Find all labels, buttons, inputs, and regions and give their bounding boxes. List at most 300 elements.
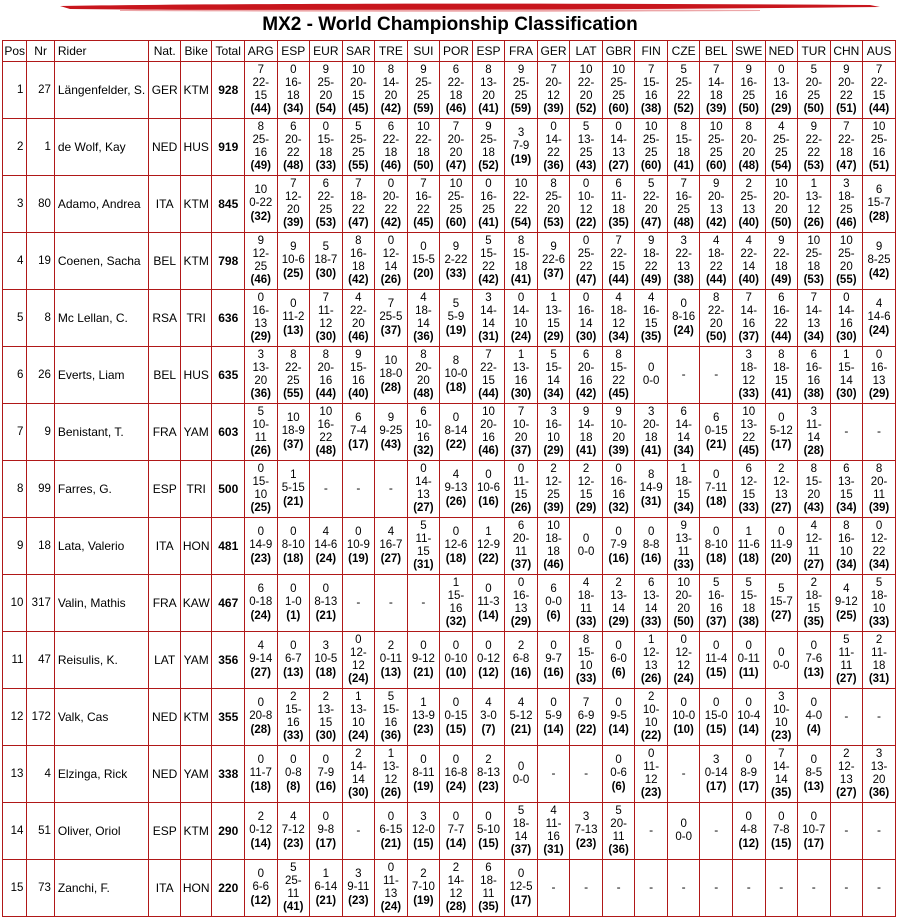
round-result-cell — [472, 347, 505, 404]
round-result-line: 12- — [642, 646, 660, 659]
round-result-cell — [537, 347, 570, 404]
round-result-cell — [700, 632, 733, 689]
round-result-line: 22- — [350, 304, 367, 317]
round-result-line: 20 — [449, 147, 463, 159]
header-rider: Rider — [54, 41, 149, 62]
round-result-cell — [505, 860, 538, 917]
round-points: (33) — [575, 616, 597, 629]
round-points: (38) — [673, 274, 694, 287]
round-result-line: 9-12 — [411, 653, 435, 666]
round-result-line: 12 — [677, 660, 691, 672]
round-result-line: 5 — [810, 63, 817, 76]
round-result-line: 0 — [615, 697, 622, 710]
nationality-cell: GER — [149, 62, 181, 119]
round-result-line: 7 — [485, 348, 492, 361]
round-result-line: 22 — [677, 90, 691, 102]
round-result-line: 9-12 — [834, 596, 858, 609]
rider-name-cell: Benistant, T. — [54, 404, 149, 461]
round-result-line: 6 — [550, 583, 557, 596]
round-result-cell — [277, 860, 310, 917]
round-result-cell — [798, 803, 831, 860]
round-result-line: 0 — [810, 640, 817, 653]
round-result-line: 8 — [420, 348, 427, 361]
round-points: (45) — [348, 103, 369, 116]
round-result-line: 4 — [615, 291, 622, 304]
round-result-line: 15-7 — [867, 197, 891, 210]
round-result-line: 11- — [415, 532, 432, 545]
round-result-line: 0 — [778, 63, 785, 76]
round-result-line: 9 — [713, 177, 720, 190]
round-result-line: 10 — [482, 405, 495, 418]
nationality-cell: ESP — [149, 461, 181, 518]
round-result-line: 22 — [482, 261, 495, 273]
round-result-cell — [342, 62, 375, 119]
round-result-line: 2 — [290, 690, 297, 703]
round-points: (27) — [250, 666, 271, 679]
round-result-cell — [375, 347, 408, 404]
round-points: (17) — [803, 837, 825, 850]
round-result-cell — [830, 404, 863, 461]
round-result-cell — [342, 347, 375, 404]
round-result-line: 10 — [547, 432, 560, 444]
round-result-line: 2 — [647, 690, 655, 703]
round-result-line: 25 — [709, 147, 723, 159]
round-points: (34) — [836, 502, 857, 515]
round-result-line: 12- — [675, 646, 692, 659]
round-result-line: 0-0 — [772, 660, 790, 672]
round-result-line: 14 — [807, 432, 821, 444]
round-points: (33) — [868, 616, 890, 629]
round-result-cell — [798, 632, 831, 689]
round-result-line: 11-2 — [282, 311, 305, 324]
header-round-chn: CHN — [830, 41, 863, 62]
round-result-cell — [798, 404, 831, 461]
round-points: (14) — [738, 723, 759, 736]
round-result-line: 11- — [545, 817, 562, 830]
table-row — [3, 404, 896, 461]
round-result-cell — [863, 119, 896, 176]
round-result-cell — [310, 575, 343, 632]
round-result-cell — [570, 62, 603, 119]
round-result-line: 13 — [774, 489, 788, 501]
round-result-line: 10 — [612, 63, 625, 76]
round-result-line: 13 — [514, 603, 528, 615]
number-cell: 73 — [27, 860, 54, 917]
round-result-cell — [310, 176, 343, 233]
round-points: (23) — [348, 894, 369, 907]
round-result-line: 0 — [713, 640, 720, 653]
round-result-line: 18- — [415, 304, 432, 317]
bike-cell: TRI — [180, 461, 212, 518]
round-result-cell — [667, 62, 700, 119]
table-row — [3, 347, 896, 404]
round-result-line: 15 — [547, 318, 560, 330]
round-result-line: 0-0 — [642, 375, 660, 387]
round-result-line: 3 — [843, 177, 850, 190]
round-points: (60) — [705, 160, 727, 173]
round-points: (59) — [510, 103, 532, 116]
page-title: MX2 - World Championship Classification — [262, 14, 638, 35]
round-result-line: 16 — [384, 717, 398, 729]
round-result-line: 0 — [290, 298, 297, 311]
round-points: (52) — [673, 103, 694, 116]
round-result-line: 16 — [612, 489, 625, 501]
round-points: (18) — [283, 552, 304, 565]
round-result-line: 18 — [286, 90, 300, 102]
round-result-line: 18- — [707, 247, 725, 260]
round-points: (46) — [380, 160, 402, 173]
rider-name-cell: Elzinga, Rick — [54, 746, 149, 803]
round-points: (24) — [445, 780, 467, 793]
round-result-cell — [245, 860, 278, 917]
round-result-cell — [505, 518, 538, 575]
round-points: (30) — [348, 787, 369, 800]
table-header-row — [3, 41, 896, 62]
round-result-cell — [472, 119, 505, 176]
round-result-cell — [310, 860, 343, 917]
round-points: (29) — [250, 331, 271, 344]
round-result-line: 6 — [582, 348, 590, 361]
round-result-cell — [570, 803, 603, 860]
round-result-line: 8 — [257, 120, 264, 133]
round-result-cell — [667, 176, 700, 233]
position-cell: 9 — [3, 518, 27, 575]
round-result-line: 6 — [452, 63, 460, 76]
round-result-line: 0 — [713, 469, 720, 482]
round-result-line: 20 — [709, 318, 723, 330]
round-result-cell — [537, 119, 570, 176]
position-cell: 6 — [3, 347, 27, 404]
round-result-line: 16 — [449, 603, 463, 615]
round-result-cell — [245, 689, 278, 746]
round-points: (27) — [836, 673, 857, 686]
round-result-cell — [570, 632, 603, 689]
round-points: (29) — [608, 616, 629, 629]
round-result-cell — [863, 689, 896, 746]
round-result-line: 18 — [384, 147, 398, 159]
round-result-cell — [700, 347, 733, 404]
round-result-line: 12 — [319, 318, 333, 330]
round-result-line: 18- — [610, 304, 627, 317]
round-points: (26) — [445, 495, 467, 508]
round-result-line: 25 — [644, 147, 658, 159]
round-points: (26) — [380, 787, 402, 800]
round-result-cell — [245, 233, 278, 290]
round-points: (18) — [705, 495, 727, 508]
round-points: (15) — [478, 837, 499, 850]
round-result-cell — [765, 290, 798, 347]
round-result-line: 15- — [642, 76, 660, 89]
header-round-aus: AUS — [863, 41, 896, 62]
round-result-line: 14 — [742, 261, 756, 273]
round-result-cell — [375, 746, 408, 803]
round-result-line: 25 — [351, 147, 365, 159]
round-result-cell — [700, 233, 733, 290]
round-result-line: 16-7 — [379, 539, 403, 552]
round-result-line: 7 — [257, 63, 264, 76]
round-points: (21) — [413, 666, 434, 679]
round-result-cell — [505, 347, 538, 404]
round-result-line: 14 — [351, 774, 365, 786]
round-result-line: 5 — [745, 576, 752, 589]
header-round-sar: SAR — [342, 41, 375, 62]
round-result-cell — [635, 62, 668, 119]
round-result-line: 20- — [350, 76, 367, 89]
round-points: (53) — [315, 217, 337, 230]
round-points: (50) — [771, 217, 792, 230]
round-points: (30) — [510, 388, 532, 401]
round-result-cell — [310, 803, 343, 860]
round-result-line: 14- — [707, 76, 725, 89]
round-result-line: - — [649, 880, 654, 895]
round-result-line: 25 — [547, 489, 560, 501]
round-result-line: 22 — [872, 546, 886, 558]
round-points: (33) — [575, 673, 597, 686]
round-result-line: 0 — [420, 462, 427, 475]
round-result-line: 22 — [807, 147, 821, 159]
round-result-line: 11-4 — [705, 653, 728, 666]
round-result-cell — [830, 575, 863, 632]
round-result-line: 0-6 — [610, 767, 627, 780]
round-result-line: 2 — [550, 462, 557, 475]
round-result-line: 0 — [615, 640, 622, 653]
round-points: (52) — [575, 103, 597, 116]
round-result-cell — [342, 803, 375, 860]
round-result-line: 0-15 — [444, 710, 468, 723]
round-result-line: 0 — [322, 120, 330, 133]
round-result-line: 14 — [384, 261, 398, 273]
round-points: (41) — [575, 445, 597, 458]
round-points: (52) — [478, 160, 499, 173]
round-result-cell — [440, 860, 473, 917]
total-points-cell: 635 — [212, 347, 245, 404]
round-result-cell — [570, 518, 603, 575]
round-result-line: 22 — [839, 90, 853, 102]
round-result-line: 22- — [870, 76, 888, 89]
round-result-line: 10-5 — [314, 653, 338, 666]
round-points: (28) — [380, 381, 402, 394]
round-result-line: 1-0 — [284, 596, 302, 609]
round-points: (51) — [868, 160, 890, 173]
round-result-line: 12- — [545, 475, 562, 488]
round-result-cell — [407, 404, 440, 461]
round-result-cell — [245, 575, 278, 632]
round-result-line: 18- — [740, 361, 758, 374]
rider-name-cell: Oliver, Oriol — [54, 803, 149, 860]
round-result-cell — [798, 746, 831, 803]
round-points: (35) — [478, 901, 499, 914]
round-result-cell — [667, 461, 700, 518]
bike-cell: YAM — [180, 746, 212, 803]
round-result-line: 14- — [805, 304, 823, 317]
round-result-cell — [407, 62, 440, 119]
round-result-cell — [700, 62, 733, 119]
round-result-line: 0 — [615, 462, 622, 475]
round-points: (22) — [445, 438, 467, 451]
round-points: (31) — [543, 844, 564, 857]
round-result-line: 11- — [805, 418, 822, 431]
round-result-line: 0 — [517, 576, 525, 589]
total-points-cell: 355 — [212, 689, 245, 746]
round-result-line: 0 — [517, 291, 525, 304]
round-result-line: 16 — [742, 318, 756, 330]
round-result-line: 10 — [677, 576, 691, 589]
number-cell: 8 — [27, 290, 54, 347]
round-result-line: 13 — [677, 261, 691, 273]
round-result-line: 0 — [582, 291, 590, 304]
round-result-cell — [830, 461, 863, 518]
round-result-line: 16 — [417, 432, 430, 444]
round-result-line: - — [714, 823, 719, 838]
round-points: (44) — [608, 274, 629, 287]
round-result-cell — [277, 290, 310, 347]
round-points: (24) — [250, 609, 271, 622]
position-cell: 7 — [3, 404, 27, 461]
round-points: (37) — [705, 616, 727, 629]
round-result-line: 16-8 — [444, 767, 468, 780]
round-result-line: 5 — [290, 861, 297, 874]
round-result-line: 0 — [680, 298, 687, 311]
round-result-cell — [732, 62, 765, 119]
round-result-cell — [375, 689, 408, 746]
table-body — [3, 62, 896, 917]
round-result-line: 18 — [807, 261, 821, 273]
round-result-cell — [830, 632, 863, 689]
round-result-line: 12 — [547, 90, 560, 102]
round-result-line: 0 — [387, 861, 395, 874]
rider-name-cell: Everts, Liam — [54, 347, 149, 404]
round-points: (37) — [738, 331, 759, 344]
round-points: (37) — [380, 324, 402, 337]
round-result-line: 16- — [838, 532, 855, 545]
round-result-line: 0 — [452, 754, 460, 767]
round-result-line: 0 — [745, 640, 752, 653]
round-points: (55) — [283, 388, 304, 401]
round-points: (54) — [771, 160, 792, 173]
bike-cell: TRI — [180, 290, 212, 347]
round-points: (12) — [250, 894, 271, 907]
rider-name-cell: Adamo, Andrea — [54, 176, 149, 233]
round-points: (23) — [413, 723, 434, 736]
round-result-line: 20 — [319, 90, 333, 102]
round-result-line: 15 — [254, 90, 268, 102]
round-result-cell — [732, 461, 765, 518]
number-cell: 26 — [27, 347, 54, 404]
round-points: (15) — [413, 837, 434, 850]
round-result-cell — [375, 632, 408, 689]
round-result-cell — [570, 290, 603, 347]
round-result-line: 20- — [675, 589, 692, 602]
round-result-line: 2 — [517, 640, 525, 653]
round-result-line: 0-12 — [249, 824, 273, 837]
round-result-line: 5 — [778, 583, 785, 596]
round-result-cell — [732, 575, 765, 632]
round-result-line: 25- — [577, 247, 595, 260]
round-result-line: 18- — [805, 589, 823, 602]
round-result-line: 18-9 — [281, 425, 305, 438]
round-result-line: 13- — [317, 703, 335, 716]
round-result-cell — [407, 632, 440, 689]
round-result-line: 5-12 — [769, 425, 793, 438]
round-points: (41) — [771, 388, 792, 401]
nationality-cell: NED — [149, 689, 181, 746]
round-points: (27) — [836, 787, 857, 800]
table-row — [3, 803, 896, 860]
round-result-line: 9 — [420, 63, 427, 76]
round-points: (15) — [705, 723, 727, 736]
round-result-line: 22- — [740, 247, 758, 260]
round-points: (54) — [315, 103, 337, 116]
round-result-line: 5 — [843, 633, 850, 646]
round-points: (27) — [803, 559, 825, 572]
round-result-line: 4 — [420, 291, 427, 304]
total-points-cell: 798 — [212, 233, 245, 290]
round-result-cell — [537, 233, 570, 290]
round-points: (33) — [283, 730, 304, 743]
round-points: (53) — [803, 160, 825, 173]
round-result-line: 0 — [290, 583, 297, 596]
round-result-line: 10 — [872, 120, 886, 133]
round-points: (31) — [868, 673, 890, 686]
round-points: (44) — [250, 103, 271, 116]
round-points: (41) — [283, 901, 304, 914]
round-result-line: 25 — [254, 261, 268, 273]
bike-cell: KTM — [180, 689, 212, 746]
round-result-line: 7 — [355, 177, 362, 190]
round-result-line: 18 — [839, 147, 853, 159]
round-points: (43) — [380, 438, 402, 451]
round-result-line: 9 — [322, 63, 330, 76]
round-result-line: 13 — [384, 888, 398, 900]
round-result-line: 14- — [447, 874, 465, 887]
round-result-line: 16 — [839, 318, 853, 330]
round-points: (44) — [868, 103, 890, 116]
round-result-cell — [798, 62, 831, 119]
round-result-line: 0-0 — [512, 774, 530, 786]
round-result-line: 25- — [740, 190, 758, 203]
round-result-line: 12-5 — [509, 881, 533, 894]
round-result-line: 7-11 — [705, 482, 728, 495]
round-result-line: 10 — [644, 120, 658, 133]
round-points: (29) — [771, 103, 792, 116]
round-result-line: 13- — [382, 760, 400, 773]
round-result-line: 10- — [512, 418, 530, 431]
round-points: (4) — [806, 723, 821, 736]
round-result-line: 25 — [449, 204, 463, 216]
nationality-cell: RSA — [149, 290, 181, 347]
round-points: (45) — [413, 217, 434, 230]
round-result-line: 0 — [452, 697, 460, 710]
round-result-line: 8 — [322, 348, 330, 361]
round-points: (36) — [868, 787, 890, 800]
round-result-line: 14- — [545, 133, 562, 146]
round-result-cell — [667, 518, 700, 575]
round-result-line: 22- — [772, 247, 790, 260]
round-result-line: 10 — [547, 519, 560, 532]
round-result-line: 7 — [713, 63, 720, 76]
round-result-cell — [537, 176, 570, 233]
round-result-cell — [407, 233, 440, 290]
round-result-line: 18- — [772, 361, 790, 374]
round-points: (18) — [445, 381, 467, 394]
round-result-line: 4-8 — [740, 824, 758, 837]
round-result-line: 25- — [252, 133, 270, 146]
round-result-line: 22 — [417, 204, 430, 216]
round-points: (23) — [478, 780, 499, 793]
round-points: (21) — [510, 723, 532, 736]
round-result-line: 25 — [514, 90, 528, 102]
round-result-line: 6 — [647, 576, 655, 589]
